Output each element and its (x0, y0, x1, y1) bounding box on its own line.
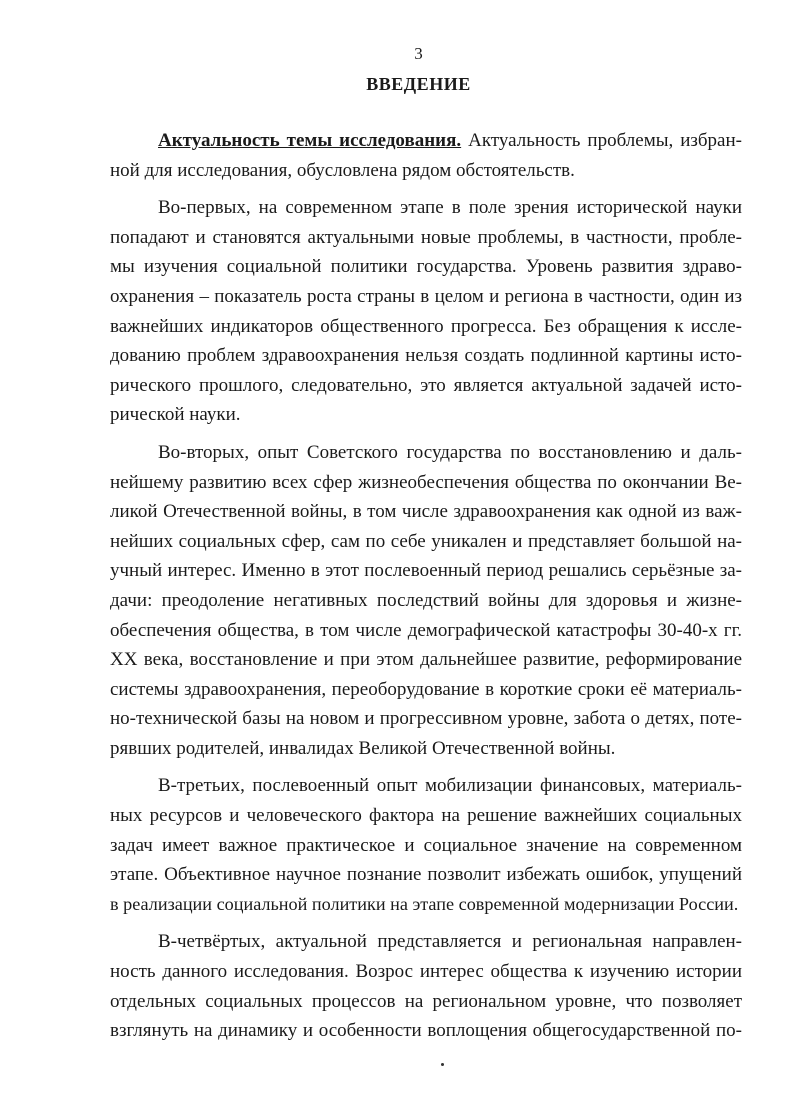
paragraph-line: взглянуть на динамику и особенности воплощения общегосударственной по- (110, 1020, 742, 1042)
paragraph-line: ных ресурсов и человеческого фактора на решение важнейших социальных (110, 805, 742, 827)
paragraph-line: В-четвёртых, актуальной представляется и региональная направлен- (158, 931, 742, 953)
paragraph-line: учный интерес. Именно в этот послевоенный период решались серьёзные за- (110, 560, 742, 582)
paragraph-line: ликой Отечественной войны, в том числе здравоохранения как одной из важ- (110, 501, 742, 523)
paragraph-line: дованию проблем здравоохранения нельзя создать подлинной картины исто- (110, 345, 742, 367)
page-title: ВВЕДЕНИЕ (366, 74, 471, 94)
paragraph-line: в реализации социальной политики на этапе современной модернизации России. (110, 893, 739, 914)
paragraph-line: важнейших индикаторов общественного прогресса. Без обращения к иссле- (110, 315, 742, 337)
page-number: 3 (414, 44, 423, 63)
paragraph-line: но-технической базы на новом и прогрессивном уровне, забота о детях, поте- (110, 708, 742, 730)
paragraph-line: нейшему развитию всех сфер жизнеобеспечения общества по окончании Ве- (110, 471, 742, 493)
paragraph-line: Во-вторых, опыт Советского государства по восстановлению и даль- (158, 441, 742, 463)
paragraph-line: попадают и становятся актуальными новые проблемы, в частности, пробле- (110, 226, 742, 248)
paragraph-line: задач имеет важное практическое и социальное значение на современном (110, 834, 742, 856)
paragraph-line: обеспечения общества, в том числе демографической катастрофы 30-40-х гг. (110, 619, 742, 641)
paragraph-line: охранения – показатель роста страны в целом и региона в частности, один из (110, 285, 742, 307)
paragraph-line: рявших родителей, инвалидах Великой Отечественной войны. (110, 737, 616, 759)
paragraph-line: рического прошлого, следовательно, это является актуальной задачей исто- (110, 374, 742, 396)
scan-mark (441, 1063, 444, 1066)
paragraph-line: дачи: преодоление негативных последствий войны для здоровья и жизне- (110, 589, 742, 611)
paragraph-line: рической науки. (110, 404, 241, 426)
paragraph-line: ной для исследования, обусловлена рядом обстоятельств. (110, 159, 575, 181)
paragraph-line: нейших социальных сфер, сам по себе уникален и представляет большой на- (110, 530, 742, 552)
paragraph-line: XX века, восстановление и при этом дальнейшее развитие, реформирование (110, 649, 742, 671)
paragraph-line: В-третьих, послевоенный опыт мобилизации финансовых, материаль- (158, 775, 742, 797)
paragraph-line: ность данного исследования. Возрос интерес общества к изучению истории (110, 961, 742, 983)
topic-label: Актуальность темы исследования. (158, 130, 462, 151)
paragraph-line: этапе. Объективное научное познание позволит избежать ошибок, упущений (110, 864, 742, 886)
paragraph-line: мы изучения социальной политики государства. Уровень развития здраво- (110, 256, 742, 278)
document-body (110, 126, 742, 1046)
paragraph-line: системы здравоохранения, переоборудование в короткие сроки её материаль- (110, 678, 742, 700)
paragraph-line: отдельных социальных процессов на региональном уровне, что позволяет (110, 990, 742, 1012)
paragraph-line (110, 126, 742, 156)
paragraph-line: Во-первых, на современном этапе в поле зрения исторической науки (158, 197, 742, 219)
text-segment: Актуальность проблемы, избран- (461, 130, 742, 151)
